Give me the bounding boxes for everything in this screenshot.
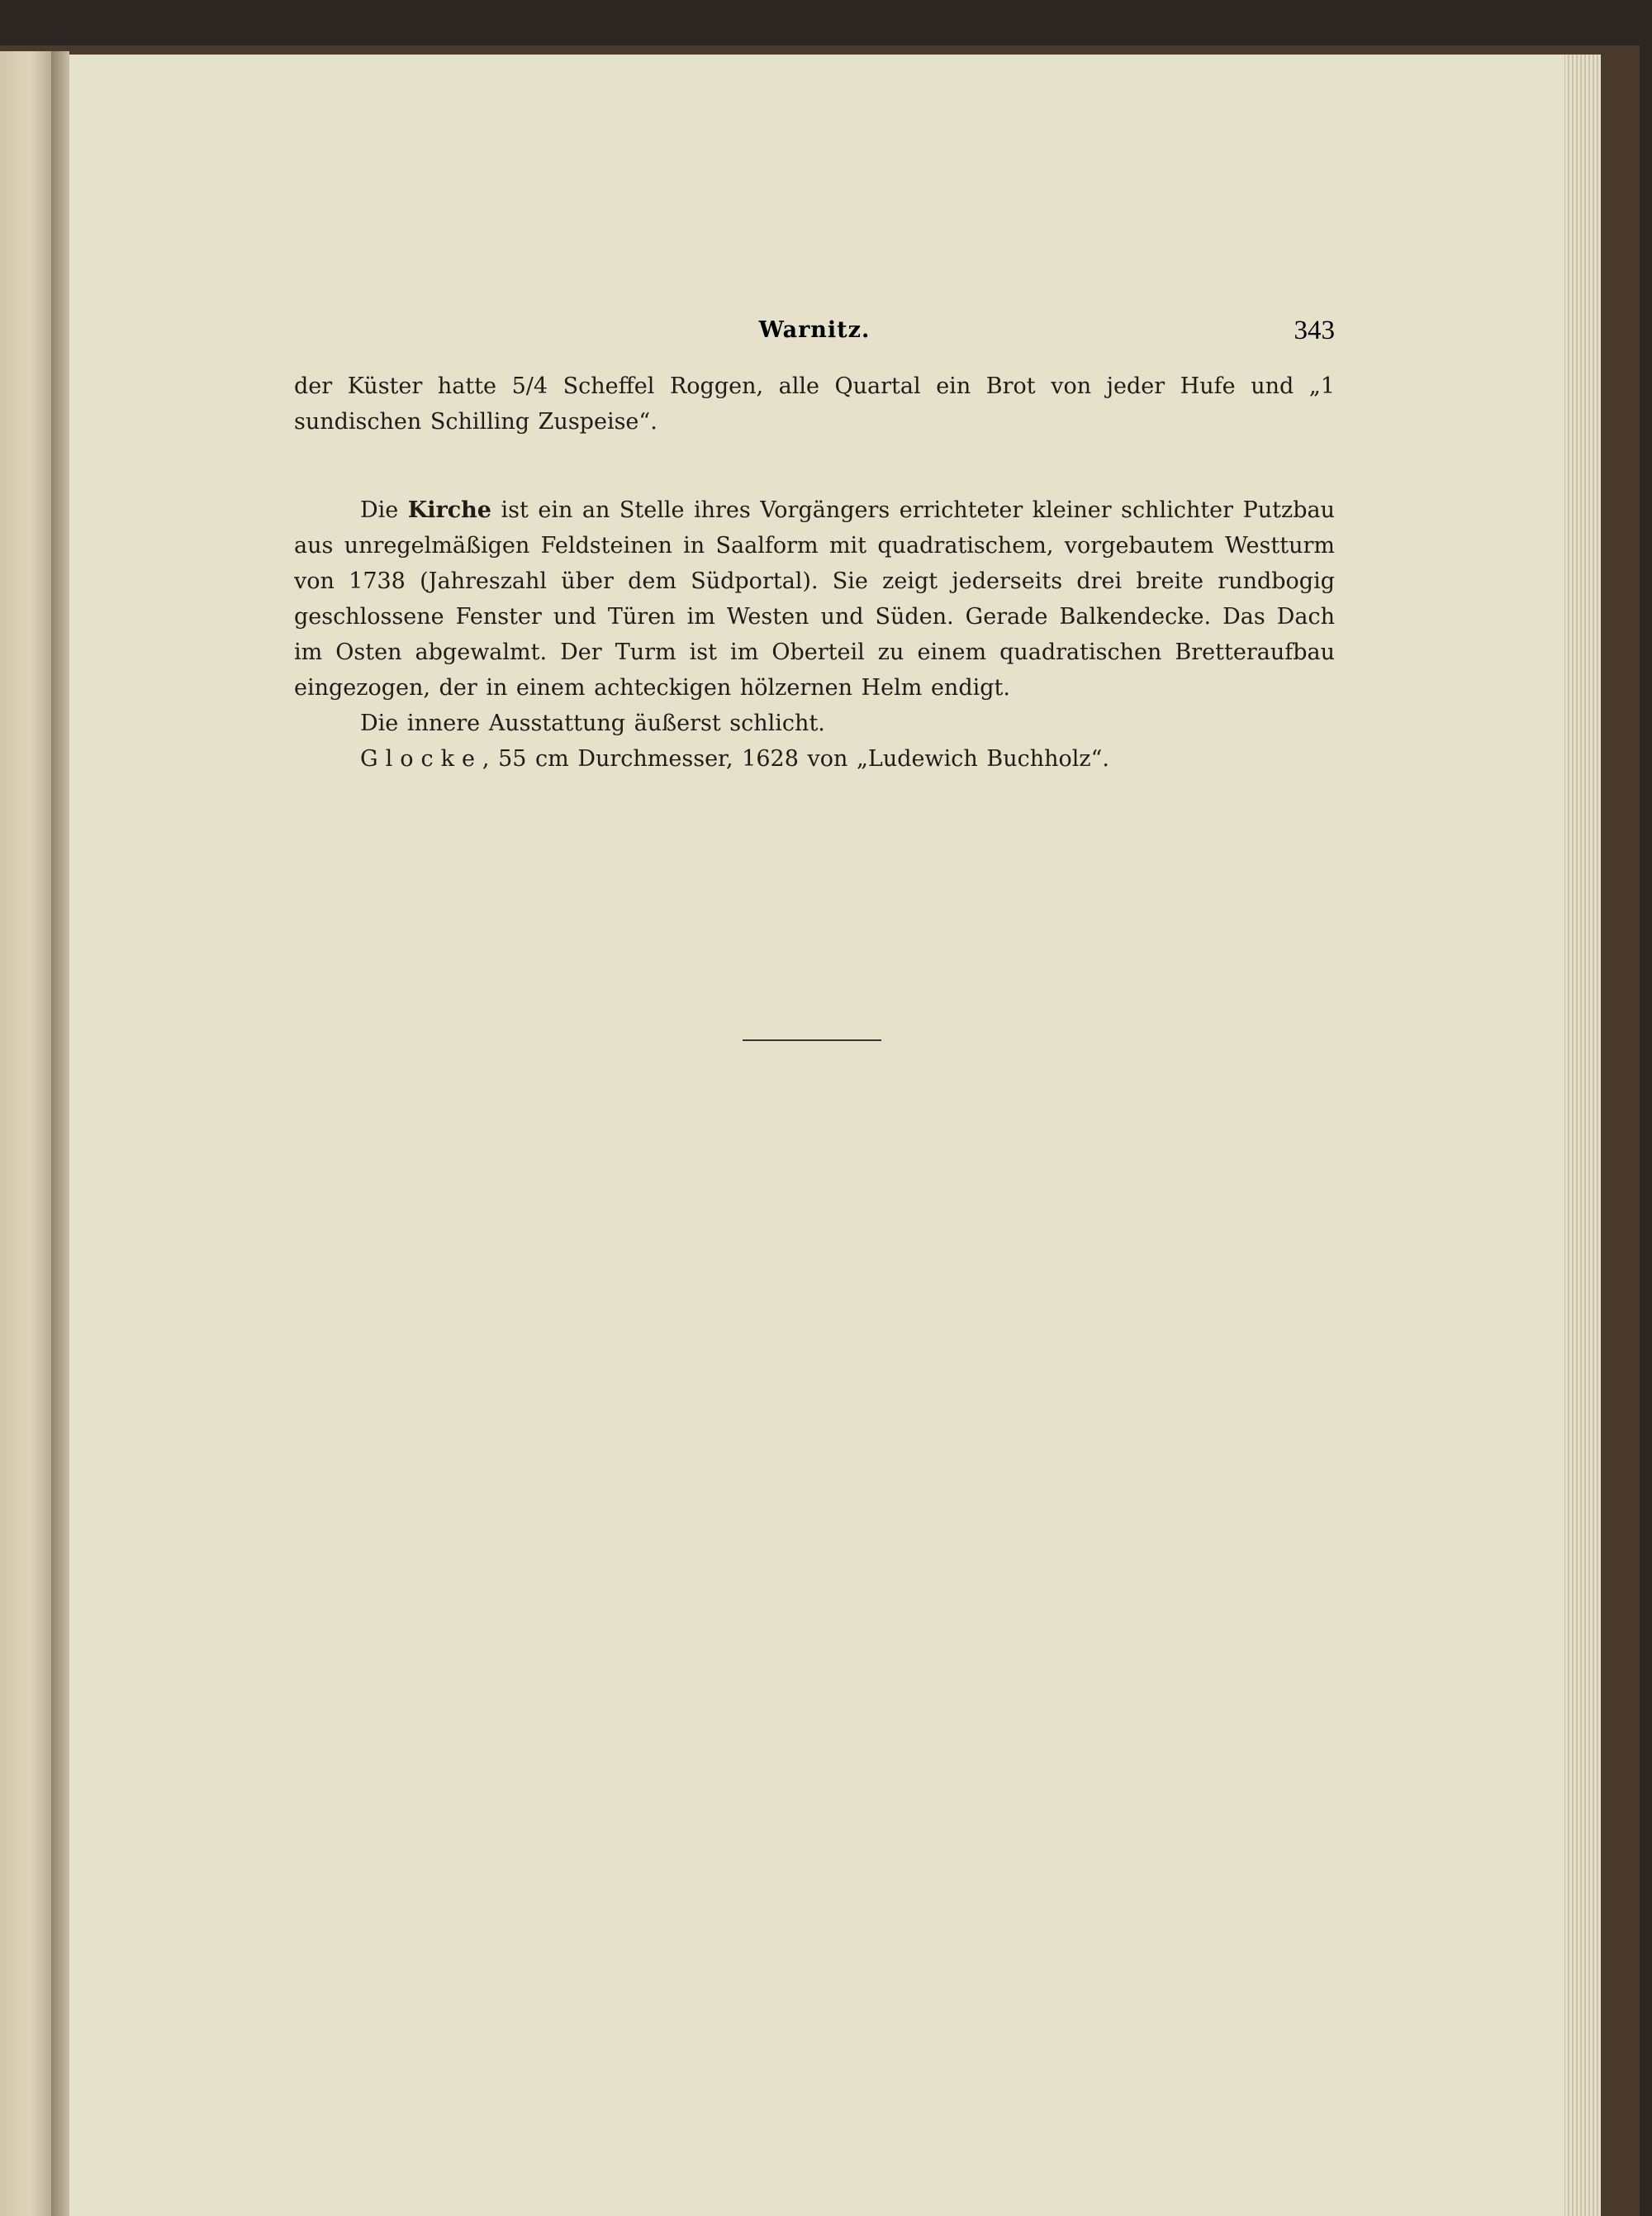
facing-page-edge: [0, 51, 51, 2216]
paragraph-kirche-body: ist ein an Stelle ihres Vorgängers errichteter kleiner schlichter Putzbau aus unregelmäßigen Feldsteinen in Saalform mit quadratischem, vorgebautem Westturm von 1738 (Jahreszahl über dem Südportal). Sie zeigt jederseits drei breite rundbogig geschlossene Fenster und Türen im Westen und Süden. Gerade Balkendecke. Das Dach im Osten abgewalmt. Der Turm ist im Oberteil zu einem quadratischen Bretteraufbau eingezogen, der in einem achteckigen hölzernen Helm endigt.: [294, 497, 1335, 701]
paragraph-kirche-lead: Die: [360, 497, 408, 523]
book-gutter: [51, 51, 69, 2216]
keyword-kirche: Kirche: [407, 497, 491, 523]
paragraph-glocke: [294, 741, 1335, 777]
paragraph-ausstattung: Die innere Ausstattung äußerst schlicht.: [360, 711, 825, 736]
book-page: [69, 55, 1564, 2216]
paragraph-glocke-body: , 55 cm Durchmesser, 1628 von „Ludewich Buchholz“.: [482, 746, 1109, 772]
keyword-glocke: Glocke: [360, 746, 482, 772]
page-number: 343: [1294, 316, 1335, 345]
end-rule: [743, 1039, 881, 1041]
running-head-title: Warnitz.: [758, 317, 871, 343]
paragraph-kirche: [294, 492, 1335, 706]
running-head: [294, 317, 1335, 355]
paragraph-kuester: der Küster hatte 5/4 Scheffel Roggen, alle Quartal ein Brot von jeder Hufe und „1 sundischen Schilling Zuspeise“.: [294, 373, 1335, 435]
